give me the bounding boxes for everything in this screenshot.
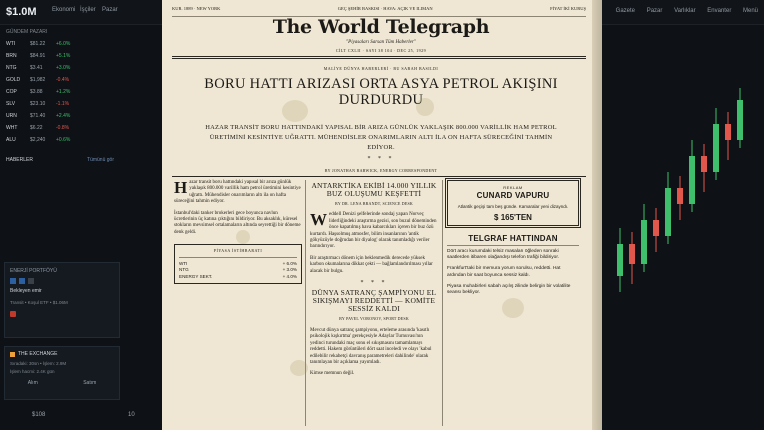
portfolio-detail: Transit • Koşul ETF • $1.06M [10, 300, 68, 305]
telegraph-item: Dört aracı kurumdaki telsiz masaları öğleden sonraki saatlerden itibaren olağandışı telefon trafiği bildiriyor. [447, 248, 559, 260]
alert-icon [10, 311, 16, 317]
nav-newspaper[interactable]: Gazete [615, 8, 636, 14]
ticker-row[interactable] [0, 50, 160, 62]
market-row: ENERGY SEKT. + 4.0% [179, 273, 297, 279]
ticker-price: $1,982 [30, 77, 46, 83]
ticker-panel-title: GÜNDEM PAZARI [6, 29, 48, 35]
ticker-change: +6.0% [56, 41, 71, 47]
antarctica-headline: ANTARKTİKA EKİBİ 14.000 YILLIK BUZ OLUŞUMU KEŞFETTİ [311, 181, 437, 198]
ticker-symbol: ALU [6, 137, 16, 143]
ticker-symbol: COP [6, 89, 17, 95]
ticker-symbol: GOLD [6, 77, 21, 83]
ticker-price: $84.91 [30, 53, 46, 59]
ad-kicker: REKLAM [503, 185, 523, 190]
ticker-row[interactable] [0, 62, 160, 74]
ticker-change: +1.2% [56, 89, 71, 95]
dropcap: H [174, 178, 188, 197]
ticker-list [0, 38, 160, 146]
candle-body [737, 100, 743, 140]
newspaper-title: The World Telegraph [272, 16, 490, 38]
article-paragraph: Kimse memnun değil. [310, 371, 355, 377]
candle-body [725, 124, 731, 140]
time-value: 10 [128, 412, 135, 418]
ticker-symbol: WHT [6, 125, 18, 131]
separator-stars: * * * [360, 280, 388, 287]
masthead-rule [172, 56, 586, 57]
coffee-stain [502, 298, 524, 318]
separator-stars: * * * [367, 156, 395, 162]
nav-assets[interactable]: Varlıklar [674, 8, 696, 14]
exchange-box [4, 346, 120, 400]
dropcap: W [310, 210, 327, 230]
market-row: NTG + 3.0% [179, 267, 297, 273]
chess-headline: DÜNYA SATRANÇ ŞAMPİYONU EL SIKIŞMAYI REDDETTİ — KOMİTE SESSİZ KALDI [311, 288, 437, 314]
nav-market[interactable]: Pazar [646, 8, 663, 14]
candle-body [653, 220, 659, 236]
telegraph-item: Frankfurt'taki bir memura yorum sorulsu, reddetti. Hat ardından bir saat boyunca sessiz kaldı. [447, 266, 561, 278]
newspaper [162, 0, 600, 430]
chess-byline: BY PAVEL VORONOV, SPORT DESK [339, 316, 409, 322]
edition-line: CİLT CXLII · SAYI 38 104 · DEC 25, 1929 [335, 48, 427, 53]
ticker-change: +3.0% [56, 65, 71, 71]
article-paragraph: İstanbul'daki tanker brokerleri gece boyunca navlun ücretlerinin üç katına çıktığını bildiriyor. Bu aksaklık, küresel stokların mevsimsel ortalamaların altında seyrettiği bir döneme denk geldi. [174, 210, 301, 235]
telegraph-heading: TELGRAF HATTINDAN [447, 236, 579, 245]
price-chart[interactable] [600, 24, 756, 384]
ticker-symbol: SLV [6, 101, 16, 107]
telegraph-item: Piyasa muhabirleri sabah açılış zilinde belirgin bir volatilite seansı bekliyor. [447, 283, 571, 296]
price-line: FİYAT İKİ KURUŞ [550, 6, 586, 11]
buy-button[interactable]: Alım [27, 380, 38, 386]
candle-body [641, 220, 647, 264]
ticker-row[interactable] [0, 38, 160, 50]
balance: $1.0M [6, 6, 37, 18]
ticker-change: +0.6% [56, 137, 71, 143]
nav-inventory[interactable]: Envanter [707, 8, 732, 14]
headline-kicker: MALİYE DÜNYA HABERLERİ · BU SABAH BASILDI [323, 66, 439, 71]
edition-weather: GEÇ ŞEHİR BASKISI · HAVA: AÇIK VE ILIMAN [337, 6, 433, 11]
column-divider [442, 180, 443, 426]
ticker-row[interactable] [0, 86, 160, 98]
coffee-stain [290, 360, 308, 376]
ad-body: Atlantik geçişi tam beş günde. Kamaralar yeni dizayndı. [457, 203, 569, 209]
ticker-change: +2.4% [56, 113, 71, 119]
portfolio-title: ENERJİ PORTFÖYÜ [10, 268, 57, 274]
ticker-change: -0.4% [56, 77, 70, 83]
tab-market[interactable]: Pazar [102, 7, 118, 13]
exchange-actions [5, 380, 119, 386]
ticker-row[interactable] [0, 122, 160, 134]
candle-body [629, 244, 635, 264]
tab-workers[interactable]: İşçiler [80, 7, 96, 13]
article-paragraph: Bir araştırmacı dönem için beklenmedik derecede yüksek karbon okumalarına dikkat çekti — bağlamlandırılması yıllar alacak bir bulgu. [310, 255, 433, 274]
body-rule [172, 176, 586, 177]
portfolio-status: Bekleyen emir [10, 288, 42, 294]
ticker-change: -0.8% [56, 125, 70, 131]
newspaper-motto: "Piyasaları Sarsan Tüm Haberler" [346, 40, 416, 45]
ticker-panel [0, 26, 160, 166]
coffee-stain [282, 100, 308, 122]
nav-menu[interactable]: Menü [742, 8, 758, 14]
main-headline: BORU HATTI ARIZASI ORTA ASYA PETROL AKIŞINI DURDURDU [204, 76, 558, 108]
est-line: KUR. 1889 · NEW YORK [172, 6, 221, 11]
market-row: WTI + 6.0% [179, 260, 297, 266]
candle-body [677, 188, 683, 204]
exchange-line1: Sıradaki: 30sn • İşlem: 2.9M [10, 361, 67, 366]
ticker-row[interactable] [0, 98, 160, 110]
ticker-change: +5.1% [56, 53, 71, 59]
candle-body [665, 188, 671, 236]
exchange-line2: İşlem hacmi: 2.4K gün [10, 369, 55, 374]
swatch-icon [10, 278, 16, 284]
antarctica-byline: BY DR. LENA BRANDT, SCIENCE DESK [334, 201, 414, 206]
market-intelligence-box [174, 244, 302, 284]
swatch-icon [28, 278, 34, 284]
ticker-price: $3.41 [30, 65, 43, 71]
ticker-price: $6.22 [30, 125, 43, 131]
swatch-icon [19, 278, 25, 284]
exchange-header [10, 351, 114, 357]
paper-edge [592, 0, 602, 430]
bottom-bar [0, 410, 160, 430]
ticker-symbol: NTG [6, 65, 17, 71]
portfolio-box [4, 262, 120, 338]
headline-deck: HAZAR TRANSİT BORU HATTINDAKİ YAPISAL BİR ARIZA GÜNLÜK YAKLAŞIK 800.000 VARİLLİK HAM PETROL ÜRETİMİNİ KESİNTİYE UĞRATTI. MÜHENDİSLER ONARIMLARIN ALTI İLA ON HAFTA SÜRECEĞİNİ TAHMİN EDİYOR. [205, 124, 557, 151]
news-title: HABERLER [6, 157, 33, 163]
ticker-symbol: BRN [6, 53, 17, 59]
right-column [447, 180, 579, 301]
sell-button[interactable]: Satım [83, 380, 97, 386]
tab-economy[interactable]: Ekonomi [52, 7, 76, 13]
candle-body [701, 156, 707, 172]
ticker-change: -1.1% [56, 101, 70, 107]
coffee-stain [236, 230, 250, 244]
market-box-title: PİYASA İSTİHBARATI [179, 248, 297, 257]
portfolio-swatches [10, 278, 114, 284]
cunard-advertisement[interactable] [447, 180, 579, 226]
coffee-stain [416, 98, 434, 116]
ticker-price: $23.10 [30, 101, 46, 107]
main-byline: BY JONATHAN BARWICK, ENERGY CORRESPONDENT [324, 168, 438, 173]
article-paragraph: Hazar transit boru hattındaki yapısal bir arıza günlük yaklaşık 800.000 varillik ham petrol üretimini kesintiye uğrattı. Mühendisler onarımların altı ila on hafta süreceğini tahmin ediyor. [174, 178, 301, 205]
candle-body [617, 244, 623, 276]
news-header [0, 154, 120, 166]
ticker-symbol: URN [6, 113, 17, 119]
exchange-icon [10, 352, 15, 357]
exchange-title: THE EXCHANGE [18, 351, 58, 357]
ad-price: $ 165'TEN [494, 212, 532, 222]
column-divider [305, 180, 306, 426]
ticker-price: $81.22 [30, 41, 46, 47]
ticker-price: $3.88 [30, 89, 43, 95]
ticker-row[interactable] [0, 110, 160, 122]
ticker-symbol: WTI [6, 41, 16, 47]
top-right-nav [606, 8, 758, 14]
ticker-row[interactable] [0, 134, 160, 146]
masthead-rule-2 [172, 58, 586, 59]
candle-body [713, 124, 719, 172]
article-paragraph: Weddell Denizi şelfelerinde sondaj yapan Norveç liderliğindeki araştırma gezisi, son buzul döneminden önce kapatılmış hava kabarcıkları içeren bir buz özü kurtardı. Haşsolmuş atmosfer, bilim insanlarının 'antik gökyüzüyle doğrudan bir diyalog' olarak tanımladığı veriler barındırıyor. [310, 210, 437, 250]
ticker-row[interactable] [0, 74, 160, 86]
ad-title: CUNARD VAPURU [476, 191, 550, 201]
quantity-value[interactable]: $108 [32, 412, 46, 418]
ticker-price: $71.40 [30, 113, 46, 119]
middle-column [310, 180, 438, 383]
article-paragraph: Mevcut dünya satranç şampiyonu, erteleme arasında 'kasıtlı psikolojik kışkırtma' gerekçesiyle Adaylar Turnuvası'nın yedinci turundaki maç sonu el sıkışmasını tamamlamayı reddetti. Hakem görüntüleri dört saat inceledi ve olayı 'kabul edilebilir rekabetçi davranış parametreleri dahilinde' olarak tanımlayan bir açıklama yayımladı. [310, 327, 432, 365]
ticker-price: $2,240 [30, 137, 46, 143]
candle-body [689, 156, 695, 204]
news-see-all-link[interactable]: Tümünü gör [87, 157, 114, 163]
